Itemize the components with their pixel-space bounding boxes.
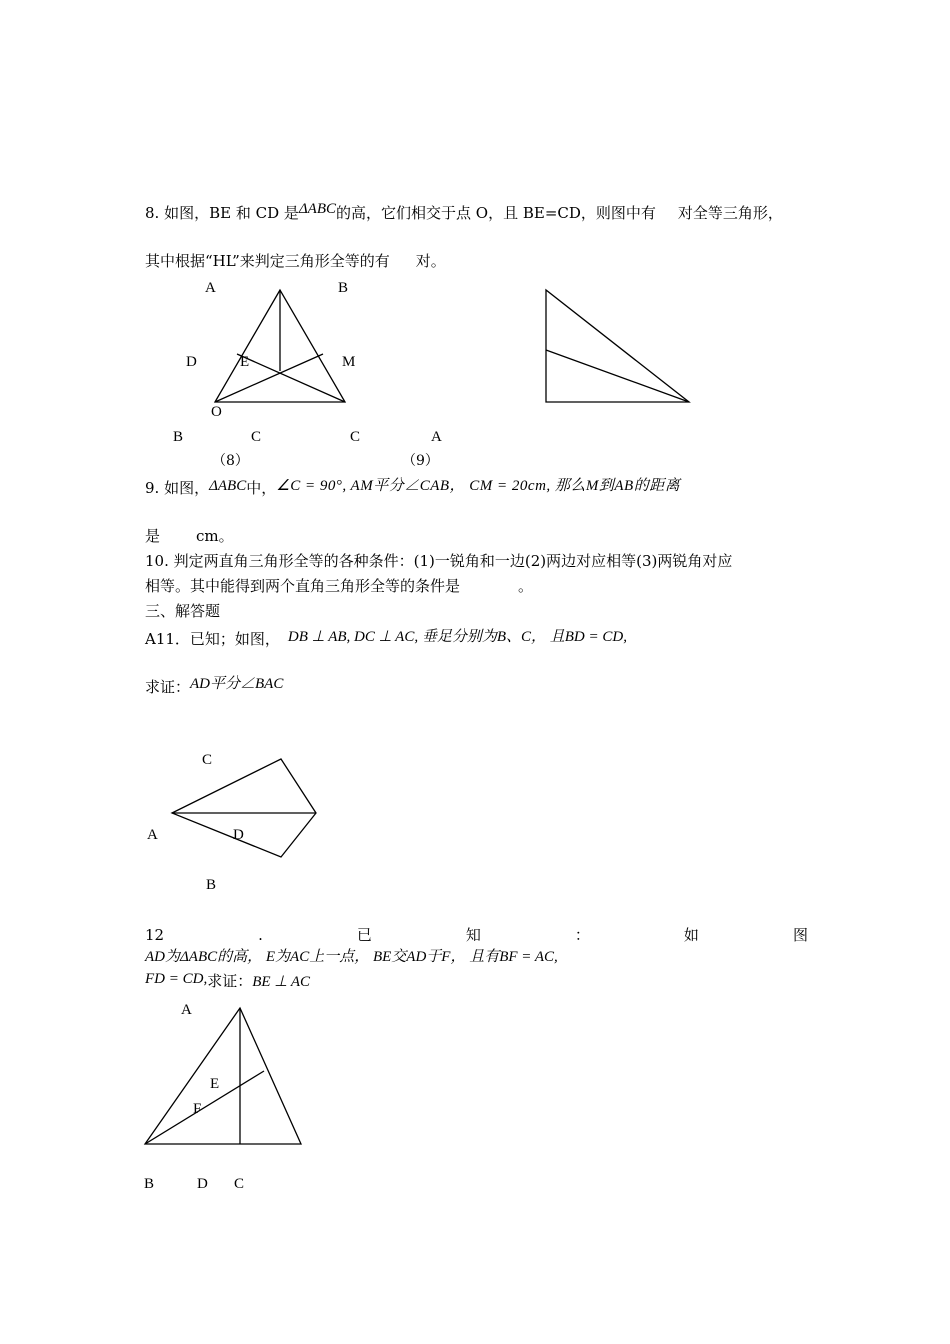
q12-part: . [258, 926, 263, 944]
fig8-label-b-top: B [338, 280, 349, 296]
q8-line2-suffix: 对。 [415, 252, 446, 270]
fig12-label-b: B [144, 1176, 155, 1192]
q12-prove-prefix: 求证： [207, 972, 253, 990]
q10-line2-prefix: 相等。其中能得到两个直角三角形全等的条件是 [145, 577, 461, 595]
q12-line2-math: AD为ΔABC的高， E为AC上一点， BE交AD于F， 且有BF = AC, [145, 949, 558, 965]
fig8-caption: （8） [212, 453, 249, 469]
fig11-label-c: C [202, 752, 213, 768]
q12-part: ： [574, 926, 590, 944]
fig12-triangle [145, 1008, 301, 1144]
q9-prefix: 9. 如图， [145, 479, 210, 497]
q9-line2-prefix: 是 [145, 527, 161, 545]
q12-prove-math: BE ⊥ AC [252, 974, 311, 990]
q12-part: 如 [683, 926, 699, 944]
q11-prove-prefix: 求证： [145, 678, 191, 696]
q9-mid: 中， [246, 479, 277, 497]
fig8-label-m: M [342, 354, 356, 370]
q11-prefix: A11．已知；如图， [145, 630, 280, 648]
q10-line1: 10. 判定两直角三角形全等的各种条件：(1)一锐角和一边(2)两边对应相等(3)两锐角对应 [145, 552, 733, 570]
fig11-label-b: B [206, 877, 217, 893]
fig8-label-d: D [186, 354, 197, 370]
q11-math: DB ⊥ AB, DC ⊥ AC, 垂足分别为B、C， 且BD = CD, [287, 629, 627, 645]
fig12-label-d: D [197, 1176, 208, 1192]
fig11-label-a: A [147, 827, 158, 843]
q8-triangle-symbol: ΔABC [298, 201, 337, 217]
q8-line2-prefix: 其中根据“HL”来判定三角形全等的有 [145, 252, 390, 270]
fig9-label-c: C [350, 429, 361, 445]
fig12-label-e: E [210, 1076, 220, 1092]
q12-part: 12 [145, 926, 165, 944]
q12-part: 知 [465, 926, 481, 944]
q8-line1-middle: 的高，它们相交于点 O，且 BE=CD，则图中有 [336, 204, 656, 222]
q9-line2-suffix: cm。 [196, 527, 234, 545]
fig12-label-f: F [193, 1101, 202, 1117]
q12-line3-math: FD = CD, [145, 971, 208, 987]
fig12-label-c: C [234, 1176, 245, 1192]
fig9-caption: （9） [402, 453, 439, 469]
fig12-label-a: A [181, 1002, 192, 1018]
q8-line1-prefix: 8. 如图，BE 和 CD 是 [145, 204, 299, 222]
fig9-label-a: A [431, 429, 442, 445]
fig8-label-o: O [211, 404, 222, 420]
fig8-label-a: A [205, 280, 216, 296]
q12-part: 已 [356, 926, 372, 944]
fig11-label-d: D [233, 827, 244, 843]
q8-line1-suffix: 对全等三角形， [677, 204, 783, 222]
q11-prove-math: AD平分∠BAC [190, 676, 284, 692]
q9-math: ∠C = 90°, AM平分∠CAB， CM = 20cm, 那么M到AB的距离 [276, 478, 681, 494]
fig8-label-c: C [251, 429, 262, 445]
q9-triangle-symbol: ΔABC [209, 478, 247, 494]
section-3-title: 三、解答题 [145, 602, 221, 620]
fig12-segment-be [145, 1071, 264, 1144]
fig8-label-b: B [173, 429, 184, 445]
q12-part: 图 [792, 926, 808, 944]
fig8-label-e: E [240, 354, 250, 370]
q10-line2-suffix: 。 [518, 577, 534, 595]
